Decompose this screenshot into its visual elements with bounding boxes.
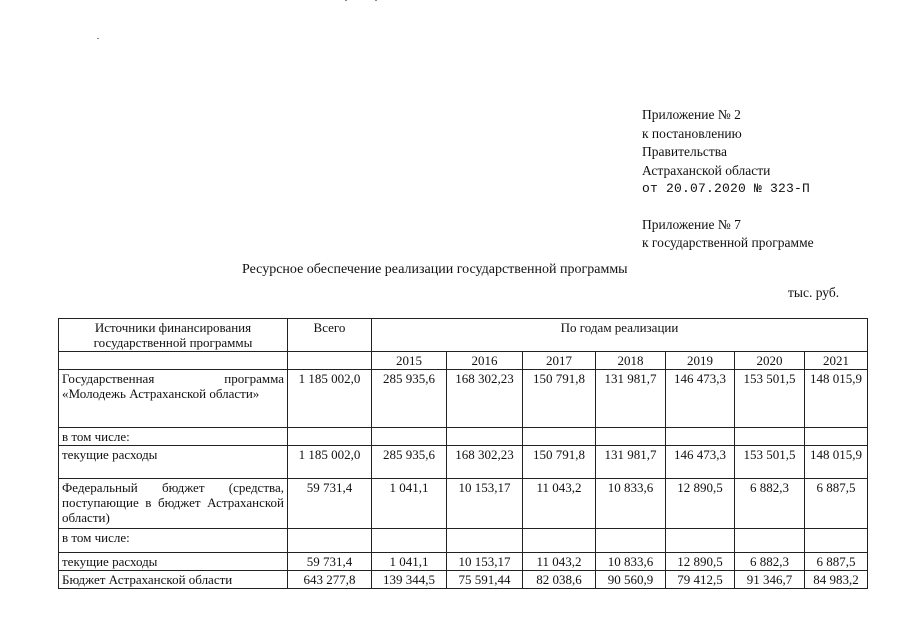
year-value-cell	[596, 529, 666, 553]
year-value-cell: 11 043,2	[523, 553, 596, 571]
year-header: 2021	[805, 352, 868, 370]
year-value-cell: 84 983,2	[805, 571, 868, 589]
year-header: 2017	[523, 352, 596, 370]
year-header: 2020	[735, 352, 805, 370]
year-value-cell: 146 473,3	[666, 446, 735, 479]
year-value-cell: 10 153,17	[447, 553, 523, 571]
total-cell: 643 277,8	[288, 571, 372, 589]
year-value-cell: 148 015,9	[805, 446, 868, 479]
year-value-cell: 168 302,23	[447, 370, 523, 428]
year-value-cell: 285 935,6	[372, 370, 447, 428]
header-years: По годам реализации	[372, 319, 868, 352]
year-value-cell: 75 591,44	[447, 571, 523, 589]
year-value-cell: 6 887,5	[805, 553, 868, 571]
row-label: текущие расходы	[59, 553, 288, 571]
appendix-line: к постановлению	[642, 125, 742, 141]
year-header: 2019	[666, 352, 735, 370]
year-value-cell	[666, 428, 735, 446]
year-header: 2016	[447, 352, 523, 370]
total-cell	[288, 428, 372, 446]
year-value-cell: 146 473,3	[666, 370, 735, 428]
year-value-cell: 148 015,9	[805, 370, 868, 428]
table-row	[59, 479, 868, 529]
year-value-cell: 12 890,5	[666, 479, 735, 529]
year-value-cell	[735, 428, 805, 446]
year-value-cell	[735, 529, 805, 553]
year-value-cell: 6 882,3	[735, 553, 805, 571]
row-label: текущие расходы	[59, 446, 288, 479]
year-value-cell	[805, 428, 868, 446]
total-cell	[288, 529, 372, 553]
year-value-cell: 139 344,5	[372, 571, 447, 589]
year-value-cell: 1 041,1	[372, 553, 447, 571]
year-value-cell: 150 791,8	[523, 446, 596, 479]
year-value-cell	[805, 529, 868, 553]
row-label: в том числе:	[59, 529, 288, 553]
scan-speck	[97, 38, 99, 39]
appendix-line: Правительства	[642, 144, 727, 159]
year-header: 2018	[596, 352, 666, 370]
year-value-cell: 11 043,2	[523, 479, 596, 529]
empty-cell	[59, 352, 288, 370]
year-value-cell: 10 833,6	[596, 479, 666, 529]
table-row	[59, 446, 868, 479]
year-value-cell: 153 501,5	[735, 370, 805, 428]
scan-speck	[345, 0, 347, 1]
year-value-cell	[666, 529, 735, 553]
total-cell: 1 185 002,0	[288, 446, 372, 479]
row-label: в том числе:	[59, 428, 288, 446]
year-value-cell: 131 981,7	[596, 370, 666, 428]
table-row	[59, 553, 868, 571]
year-value-cell: 91 346,7	[735, 571, 805, 589]
year-value-cell: 82 038,6	[523, 571, 596, 589]
table-row	[59, 529, 868, 553]
year-value-cell: 6 882,3	[735, 479, 805, 529]
year-header: 2015	[372, 352, 447, 370]
appendix-number: Приложение № 2	[642, 107, 741, 122]
table-row	[59, 571, 868, 589]
total-cell: 1 185 002,0	[288, 370, 372, 428]
row-label: Бюджет Астраханской области	[59, 571, 288, 589]
order-reference: от 20.07.2020 № 323-П	[642, 181, 811, 196]
year-value-cell: 285 935,6	[372, 446, 447, 479]
year-value-cell	[523, 428, 596, 446]
table-row	[59, 428, 868, 446]
document-title: Ресурсное обеспечение реализации государственной программы	[242, 262, 628, 277]
year-value-cell	[372, 428, 447, 446]
year-value-cell: 168 302,23	[447, 446, 523, 479]
year-value-cell: 10 153,17	[447, 479, 523, 529]
appendix-number: Приложение № 7	[642, 216, 741, 232]
year-value-cell	[523, 529, 596, 553]
header-source: Источники финансирования государственной программы	[59, 319, 288, 352]
total-cell: 59 731,4	[288, 479, 372, 529]
row-label: Государственная программа «Молодежь Астраханской области»	[59, 370, 288, 428]
year-value-cell	[447, 529, 523, 553]
year-value-cell: 10 833,6	[596, 553, 666, 571]
year-value-cell: 153 501,5	[735, 446, 805, 479]
scan-speck	[375, 0, 377, 1]
year-value-cell: 131 981,7	[596, 446, 666, 479]
year-value-cell	[447, 428, 523, 446]
year-value-cell: 6 887,5	[805, 479, 868, 529]
appendix-header	[642, 106, 814, 253]
table-row	[59, 370, 868, 428]
year-value-cell	[372, 529, 447, 553]
unit-label: тыс. руб.	[788, 285, 840, 300]
year-value-cell: 12 890,5	[666, 553, 735, 571]
year-value-cell: 150 791,8	[523, 370, 596, 428]
appendix-line: к государственной программе	[642, 235, 814, 250]
empty-cell	[288, 352, 372, 370]
appendix-line: Астраханской области	[642, 162, 771, 178]
year-value-cell	[596, 428, 666, 446]
resource-table	[58, 318, 868, 589]
row-label: Федеральный бюджет (средства, поступающие в бюджет Астраханской области)	[59, 479, 288, 529]
year-value-cell: 90 560,9	[596, 571, 666, 589]
total-cell: 59 731,4	[288, 553, 372, 571]
year-value-cell: 1 041,1	[372, 479, 447, 529]
header-total: Всего	[288, 319, 372, 352]
year-value-cell: 79 412,5	[666, 571, 735, 589]
